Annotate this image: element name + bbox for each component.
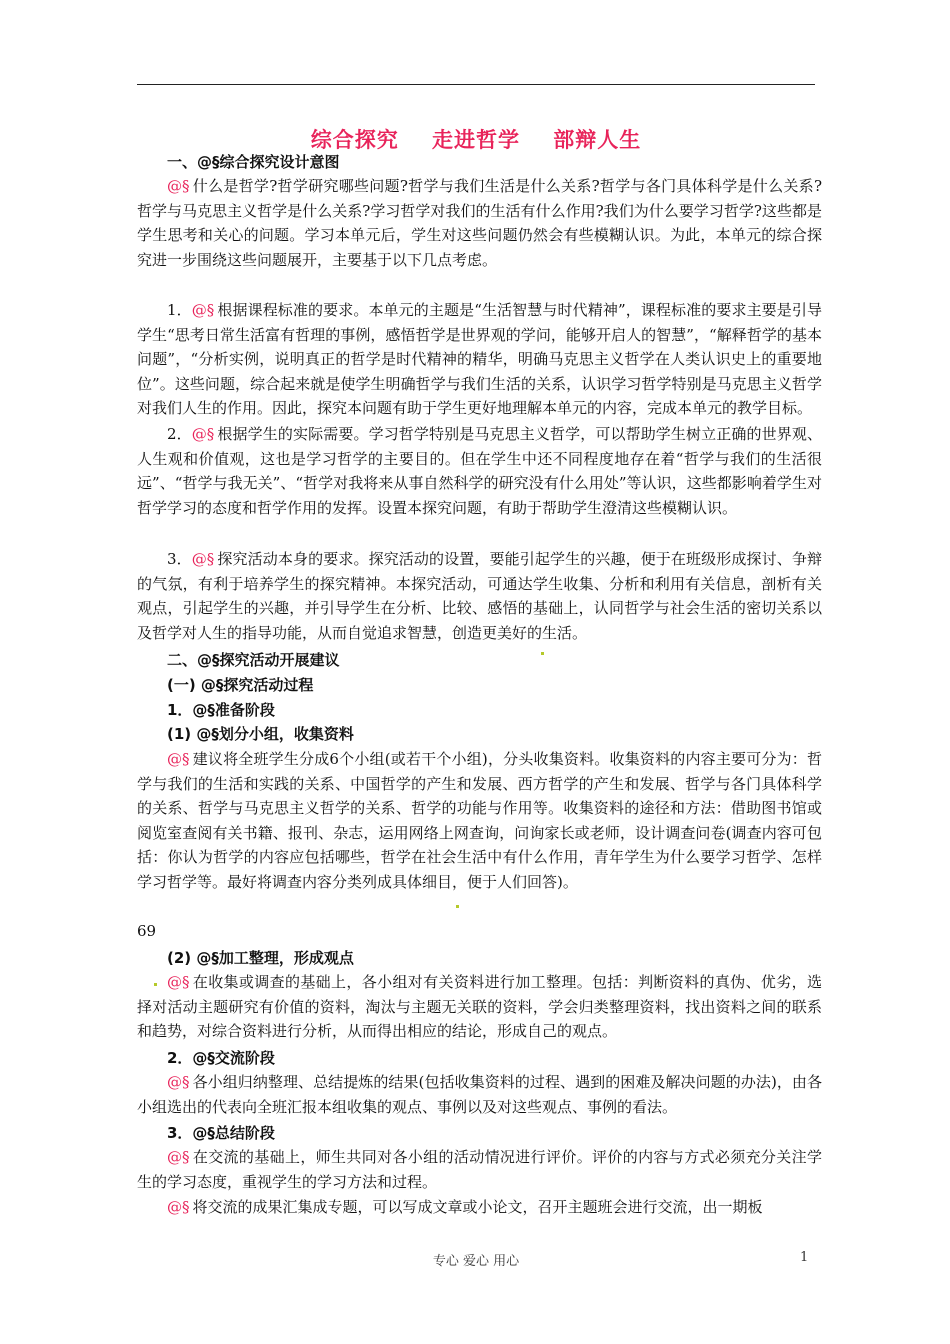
page-number: 1 xyxy=(800,1250,809,1265)
mark-symbol: @§ xyxy=(191,550,215,568)
mark-symbol: @§ xyxy=(191,301,215,319)
paragraph-3: 2．@§ 根据学生的实际需要。学习哲学特别是马克思主义哲学，可以帮助学生树立正确的世界观、人生观和价值观，这也是学习哲学的主要目的。但在学生中还不同程度地存在着“哲学与我们的生活很远”、“哲学与我无关”、“哲学对我将来从事自然科学的研究没有什么用处”等认识，这些都影响着学生对哲学学习的态度和哲学作用的发挥。设置本探究问题，有助于帮助学生澄清这些模糊认识。 xyxy=(137,425,822,517)
heading-3: (一) @§探究活动过程 xyxy=(167,676,314,694)
paragraph-6: @§ 在收集或调查的基础上，各小组对有关资料进行加工整理。包括：判断资料的真伪、优劣，选择对活动主题研究有价值的资料，淘汰与主题无关联的资料，学会归类整理资料，找出资料之间的联系和趋势，对综合资料进行分析，从而得出相应的结论，形成自己的观点。 xyxy=(137,973,822,1041)
heading-2: 二、@§探究活动开展建议 xyxy=(167,651,340,669)
page-reference: 69 xyxy=(137,922,157,940)
decorative-dot xyxy=(154,983,157,986)
mark-symbol: @§ xyxy=(167,1073,190,1091)
paragraph-7: @§ 各小组归纳整理、总结提炼的结果(包括收集资料的过程、遇到的困难及解决问题的办法)，由各小组选出的代表向全班汇报本组收集的观点、事例以及对这些观点、事例的看法。 xyxy=(137,1073,822,1116)
decorative-dot xyxy=(541,652,544,655)
page-footer: 专心 爱心 用心 xyxy=(432,1254,520,1269)
heading-5: (1) @§划分小组，收集资料 xyxy=(167,725,354,743)
mark-symbol: @§ xyxy=(167,1148,190,1166)
paragraph-4: 3．@§ 探究活动本身的要求。探究活动的设置，要能引起学生的兴趣，便于在班级形成探讨、争辩的气氛，有利于培养学生的探究精神。本探究活动，可通达学生收集、分析和利用有关信息，剖析有关观点，引起学生的兴趣，并引导学生在分析、比较、感悟的基础上，认同哲学与社会生活的密切关系以及哲学对人生的指导功能，从而自觉追求智慧，创造更美好的生活。 xyxy=(137,550,822,642)
mark-symbol: @§ xyxy=(167,177,190,195)
paragraph-2: 1．@§ 根据课程标准的要求。本单元的主题是“生活智慧与时代精神”，课程标准的要求主要是引导学生“思考日常生活富有哲理的事例，感悟哲学是世界观的学问，能够开启人的智慧”，“解释哲学的基本问题”，“分析实例，说明真正的哲学是时代精神的精华，明确马克思主义哲学在人类认识史上的重要地位”。这些问题，综合起来就是使学生明确哲学与我们生活的关系，认识学习哲学特别是马克思主义哲学对我们人生的作用。因此，探究本问题有助于学生更好地理解本单元的内容，完成本单元的教学目标。 xyxy=(137,301,823,418)
decorative-dot xyxy=(456,905,459,908)
heading-4: 1．@§准备阶段 xyxy=(167,701,275,719)
paragraph-5: @§ 建议将全班学生分成6个小组(或若干个小组)，分头收集资料。收集资料的内容主要可分为：哲学与我们的生活和实践的关系、中国哲学的产生和发展、西方哲学的产生和发展、哲学与各门具体科学的关系、哲学与马克思主义哲学的关系、哲学的功能与作用等。收集资料的途径和方法：借助图书馆或阅览室查阅有关书籍、报刊、杂志，运用网络上网查询，问询家长或老师，设计调查问卷(调查内容可包括：你认为哲学的内容应包括哪些，哲学在社会生活中有什么作用，青年学生为什么要学习哲学、怎样学习哲学等。最好将调查内容分类列成具体细目，便于人们回答)。 xyxy=(137,750,822,891)
heading-6: (2) @§加工整理，形成观点 xyxy=(167,949,354,967)
page-title: 综合探究 走进哲学 部辩人生 xyxy=(310,128,642,152)
heading-7: 2．@§交流阶段 xyxy=(167,1049,275,1067)
heading-8: 3．@§总结阶段 xyxy=(167,1124,275,1142)
paragraph-9: @§ 将交流的成果汇集成专题，可以写成文章或小论文，召开主题班会进行交流，出一期板 xyxy=(167,1198,763,1216)
paragraph-8: @§ 在交流的基础上，师生共同对各小组的活动情况进行评价。评价的内容与方式必须充分关注学生的学习态度，重视学生的学习方法和过程。 xyxy=(137,1148,822,1191)
heading-1: 一、@§综合探究设计意图 xyxy=(167,153,340,171)
mark-symbol: @§ xyxy=(191,425,215,443)
mark-symbol: @§ xyxy=(167,1198,190,1216)
header-rule xyxy=(137,84,815,85)
mark-symbol: @§ xyxy=(167,750,190,768)
mark-symbol: @§ xyxy=(167,973,190,991)
paragraph-1: @§ 什么是哲学?哲学研究哪些问题?哲学与我们生活是什么关系?哲学与各门具体科学是什么关系?哲学与马克思主义哲学是什么关系?学习哲学对我们的生活有什么作用?我们为什么要学习哲学?这些都是学生思考和关心的问题。学习本单元后，学生对这些问题仍然会有些模糊认识。为此，本单元的综合探究进一步围绕这些问题展开，主要基于以下几点考虑。 xyxy=(137,177,822,269)
